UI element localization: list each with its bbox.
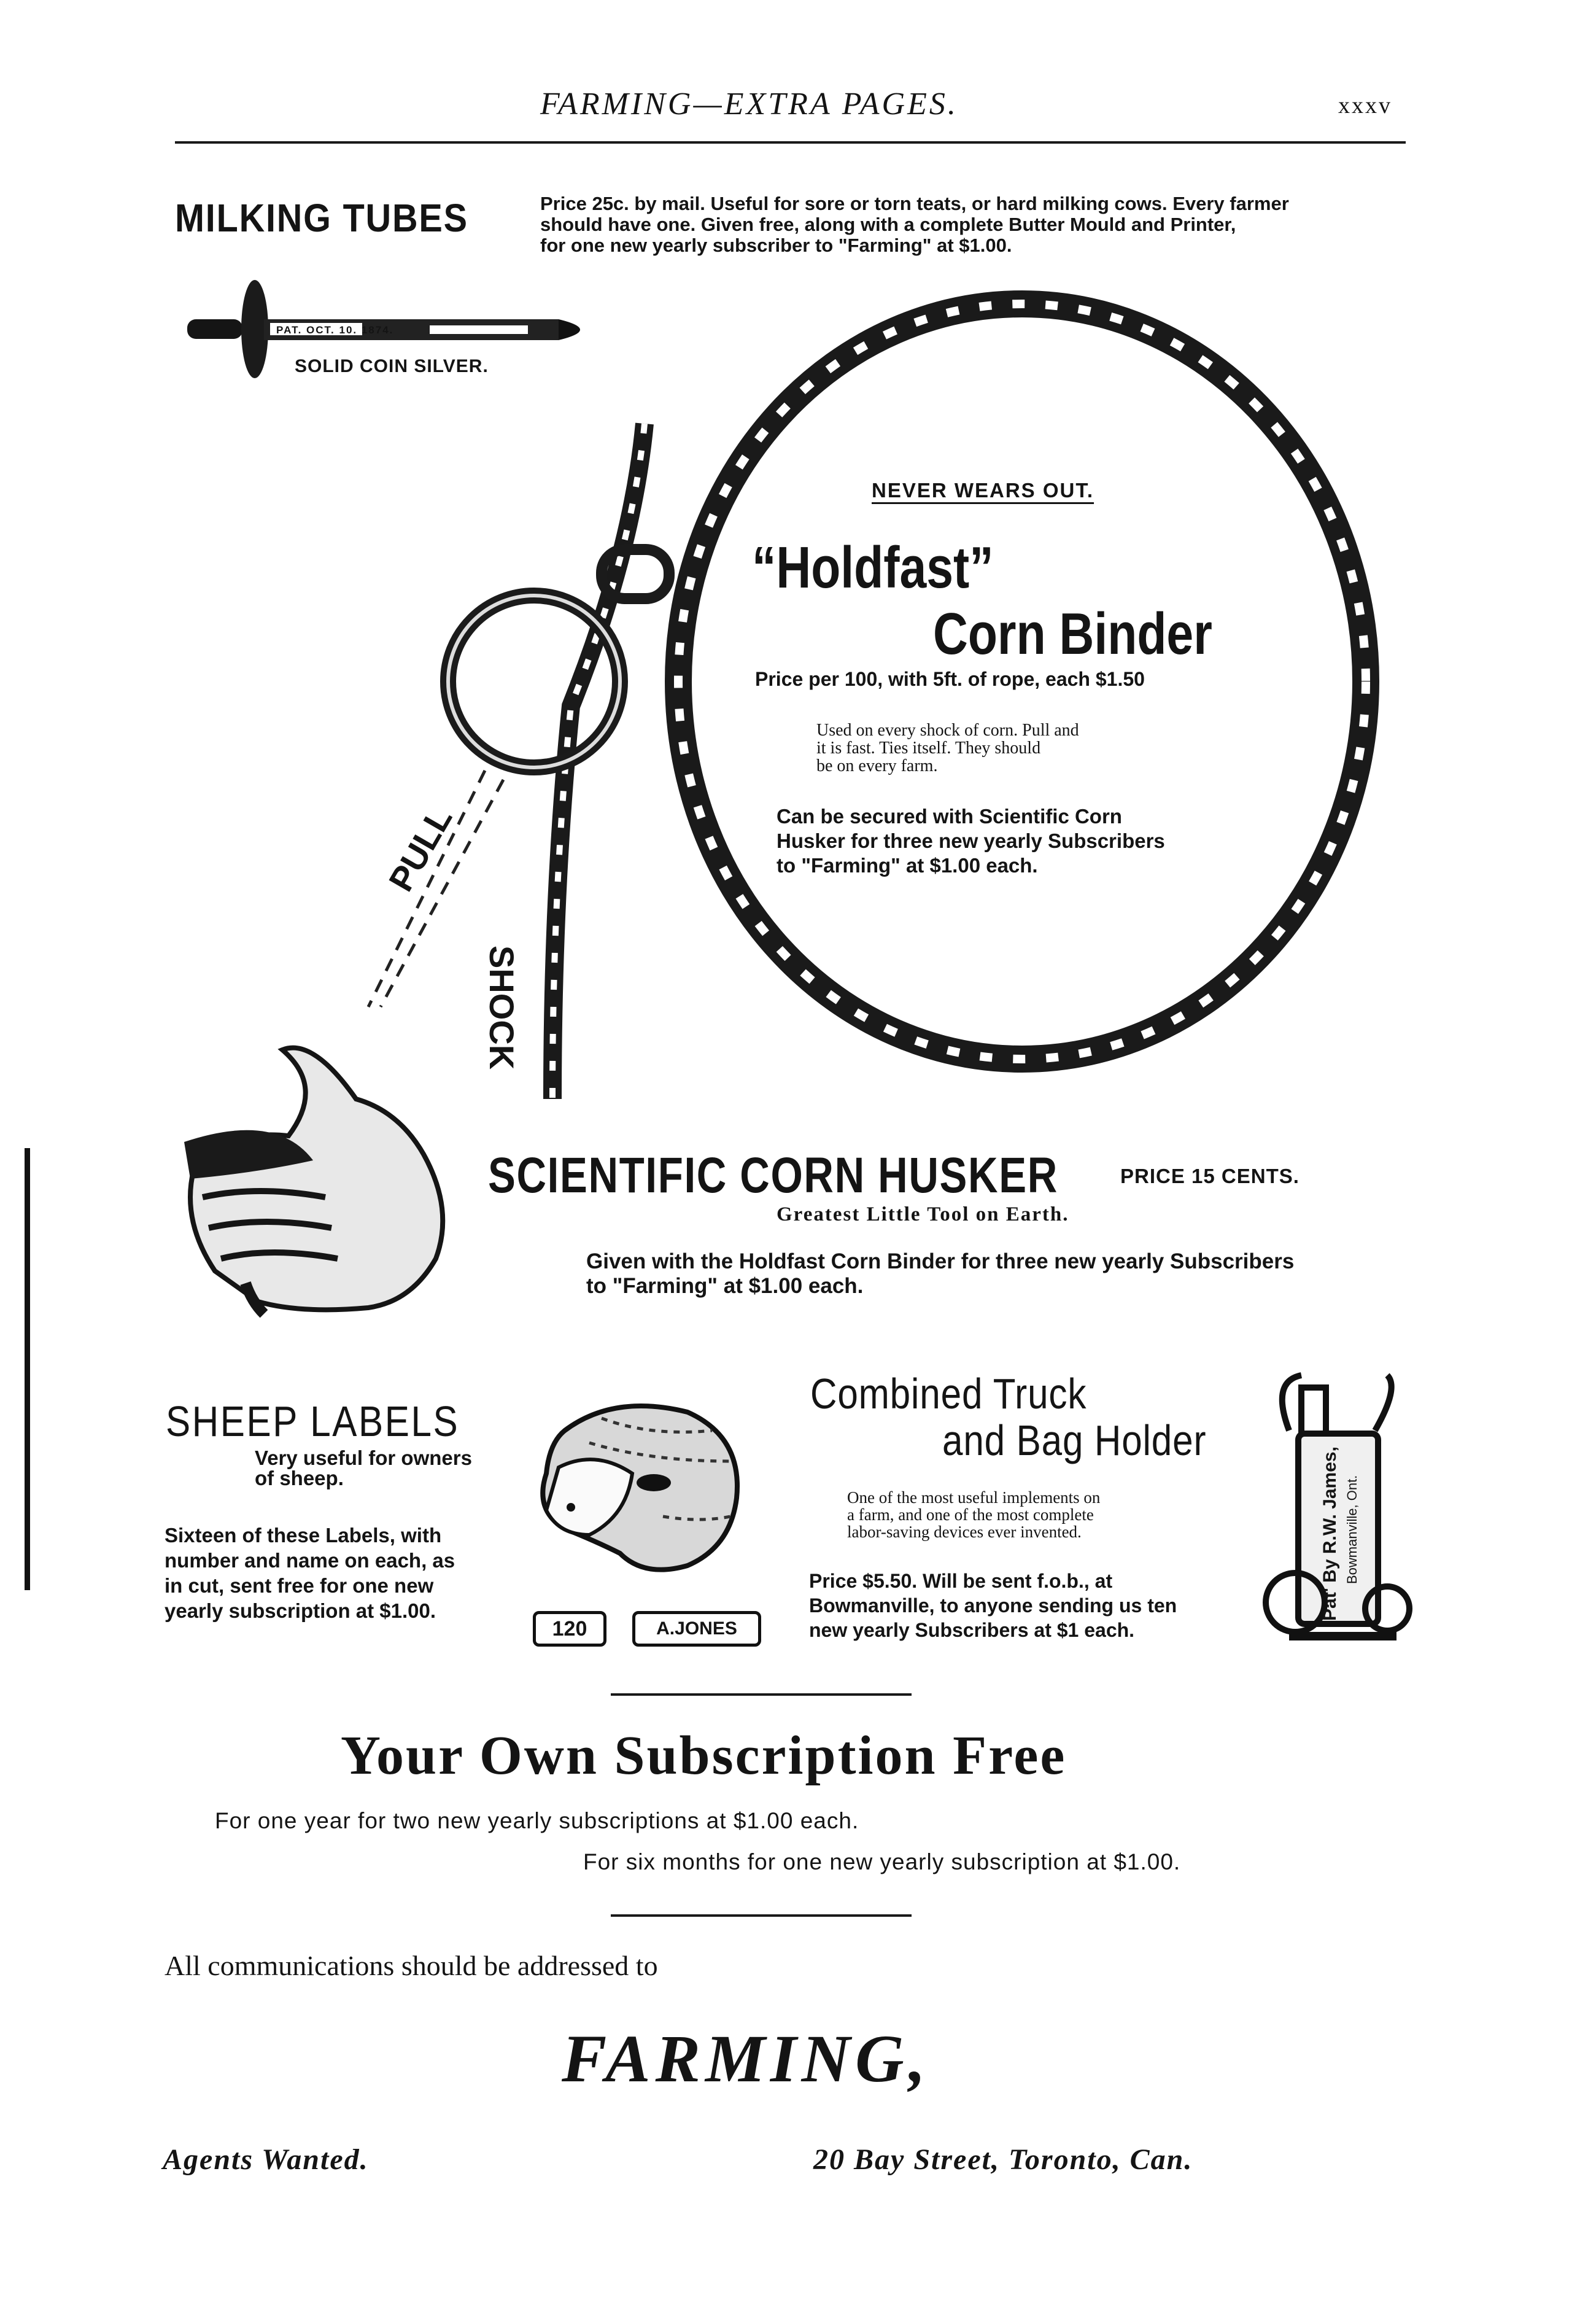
holdfast-tagline: NEVER WEARS OUT. bbox=[872, 479, 1094, 502]
sheep-labels-body-line-1: Sixteen of these Labels, with bbox=[165, 1524, 442, 1547]
bag-label-patent: Pat' By R.W. James, bbox=[1320, 1446, 1340, 1621]
truck-title-line-2: and Bag Holder bbox=[942, 1416, 1207, 1464]
pull-label: PULL bbox=[381, 800, 460, 898]
page-number: xxxv bbox=[1338, 93, 1392, 118]
corn-husker-offer bbox=[586, 1249, 1294, 1299]
holdfast-title: “Holdfast” bbox=[752, 535, 994, 600]
corn-husker-tagline: Greatest Little Tool on Earth. bbox=[777, 1203, 1069, 1225]
corn-husker-title: SCIENTIFIC CORN HUSKER bbox=[488, 1147, 1058, 1203]
subscription-bottom-rule bbox=[611, 1914, 912, 1917]
agents-wanted: Agents Wanted. bbox=[163, 2143, 369, 2176]
farming-brand: FARMING, bbox=[562, 2021, 931, 2096]
sheep-labels-body-line-2: number and name on each, as bbox=[165, 1549, 455, 1572]
milking-tubes-line-1: Price 25c. by mail. Useful for sore or torn teats, or hard milking cows. Every farmer bbox=[540, 193, 1289, 214]
corn-binder-desc-line-3: be on every farm. bbox=[816, 756, 938, 775]
milking-tubes-line-2: should have one. Given free, along with a complete Butter Mould and Printer, bbox=[540, 214, 1236, 235]
truck-offer-line-1: Price $5.50. Will be sent f.o.b., at bbox=[809, 1570, 1113, 1592]
subscription-line-1: For one year for two new yearly subscriptions at $1.00 each. bbox=[215, 1808, 859, 1833]
corn-binder-offer-line-2: Husker for three new yearly Subscribers bbox=[777, 829, 1165, 852]
corn-husker-offer-line-1: Given with the Holdfast Corn Binder for three new yearly Subscribers bbox=[586, 1249, 1295, 1273]
address-line: All communications should be addressed to bbox=[165, 1950, 658, 1981]
sheep-labels-body bbox=[165, 1523, 455, 1623]
margin-bar bbox=[25, 1148, 30, 1590]
sheep-labels-subtitle-line-2: of sheep. bbox=[255, 1467, 344, 1489]
truck-desc-line-3: labor-saving devices ever invented. bbox=[847, 1523, 1082, 1541]
truck-desc-line-2: a farm, and one of the most complete bbox=[847, 1505, 1094, 1524]
corn-binder-offer-line-3: to "Farming" at $1.00 each. bbox=[777, 854, 1038, 877]
corn-husker-price: PRICE 15 CENTS. bbox=[1120, 1165, 1300, 1187]
corn-binder-offer bbox=[777, 804, 1165, 878]
truck-offer-line-2: Bowmanville, to anyone sending us ten bbox=[809, 1594, 1177, 1617]
corn-binder-description bbox=[816, 721, 1079, 775]
corn-binder-price: Price per 100, with 5ft. of rope, each $1.50 bbox=[755, 668, 1145, 690]
milking-tubes-line-3: for one new yearly subscriber to "Farming" at $1.00. bbox=[540, 235, 1012, 256]
truck-offer-line-3: new yearly Subscribers at $1 each. bbox=[809, 1619, 1135, 1641]
corn-husker-hand-illustration bbox=[166, 1013, 485, 1320]
truck-title-line-1: Combined Truck bbox=[810, 1370, 1087, 1418]
street-address: 20 Bay Street, Toronto, Can. bbox=[813, 2143, 1193, 2176]
truck-description bbox=[847, 1489, 1100, 1540]
corn-binder-title: Corn Binder bbox=[933, 601, 1212, 667]
milking-tube-caption: SOLID COIN SILVER. bbox=[295, 356, 489, 376]
sheep-tag-name: A.JONES bbox=[632, 1611, 761, 1647]
truck-offer bbox=[809, 1569, 1177, 1642]
milking-tubes-heading: MILKING TUBES bbox=[175, 196, 468, 240]
subscription-line-2: For six months for one new yearly subscription at $1.00. bbox=[583, 1849, 1181, 1874]
subscription-title: Your Own Subscription Free bbox=[341, 1725, 1067, 1786]
milking-tube-stamp: PAT. OCT. 10. 1874. bbox=[276, 324, 394, 336]
subscription-top-rule bbox=[611, 1693, 912, 1696]
corn-binder-desc-line-2: it is fast. Ties itself. They should bbox=[816, 739, 1041, 758]
sheep-labels-subtitle-line-1: Very useful for owners bbox=[255, 1446, 472, 1469]
bag-label-location: Bowmanville, Ont. bbox=[1344, 1475, 1360, 1584]
sheep-tag-number: 120 bbox=[533, 1611, 606, 1647]
header-title: FARMING—EXTRA PAGES. bbox=[540, 87, 958, 122]
corn-husker-offer-line-2: to "Farming" at $1.00 each. bbox=[586, 1274, 864, 1298]
corn-binder-desc-line-1: Used on every shock of corn. Pull and bbox=[816, 721, 1079, 740]
sheep-labels-title: SHEEP LABELS bbox=[166, 1397, 460, 1445]
corn-binder-offer-line-1: Can be secured with Scientific Corn bbox=[777, 805, 1122, 828]
truck-desc-line-1: One of the most useful implements on bbox=[847, 1488, 1101, 1507]
shock-label: SHOCK bbox=[482, 945, 521, 1070]
sheep-labels-body-line-3: in cut, sent free for one new bbox=[165, 1574, 434, 1597]
sheep-head-illustration bbox=[528, 1394, 761, 1615]
sheep-labels-subtitle bbox=[255, 1448, 472, 1488]
sheep-labels-body-line-4: yearly subscription at $1.00. bbox=[165, 1599, 436, 1622]
